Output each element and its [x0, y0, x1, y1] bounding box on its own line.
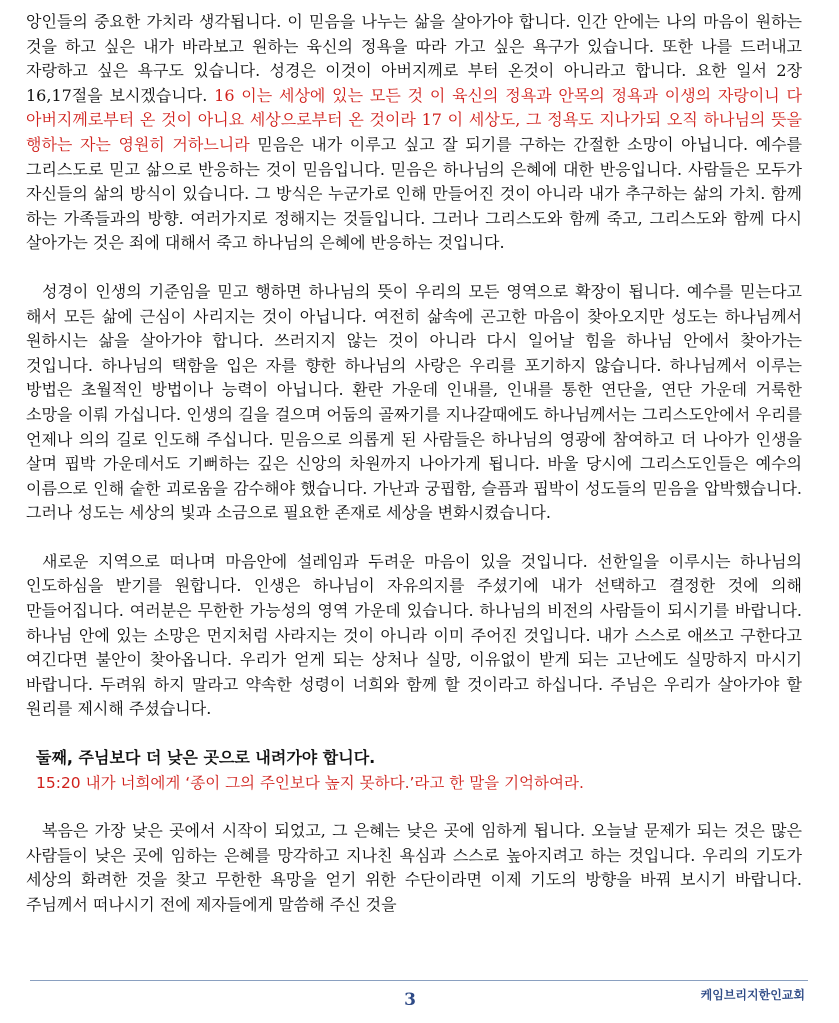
paragraph-3: 새로운 지역으로 떠나며 마음안에 설레임과 두려운 마음이 있을 것입니다. 선한일을 이루시는 하나님의 인도하심을 받기를 원합니다. 인생은 하나님이 자유의지를 주셨기에 내가 선택하고 결정한 것에 의해 만들어집니다. 여러분은 무한한 가능성의 영역 가운데 있습니다. 하나님의 비전의 사람들이 되시기를 바랍니다. 하나님 안에 있는 소망은 먼지처럼 사라지는 것이 아니라 이미 주어진 것입니다. 내가 스스로 애쓰고 구한다고 여긴다면 불안이 찾아옵니다. 우리가 얻게 되는 상처나 실망, 이유없이 받게 되는 고난에도 실망하지 마시기 바랍니다. 두려워 하지 말라고 약속한 성령이 너희와 함께 할 것이라고 하십니다. 주님은 우리가 살아가야 할 원리를 제시해 주셨습니다.: [26, 551, 802, 719]
paragraph-4: 복음은 가장 낮은 곳에서 시작이 되었고, 그 은혜는 낮은 곳에 임하게 됩니다. 오늘날 문제가 되는 것은 많은 사람들이 낮은 곳에 임하는 은혜를 망각하고 지나친 욕심과 스스로 높아지려고 하는 것입니다. 우리의 기도가 세상의 화려한 것을 찾고 무한한 욕망을 얻기 위한 수단이라면 이제 기도의 방향을 바꿔 보시기 바랍니다. 주님께서 떠나시기 전에 제자들에게 말씀해 주신 것을: [26, 821, 802, 914]
page-content: [26, 10, 802, 918]
paragraph-1-text-b: 믿음은 내가 이루고 싶고 잘 되기를 구하는 간절한 소망이 아닙니다. 예수를 그리스도로 믿고 삶으로 반응하는 것이 믿음입니다. 믿음은 하나님의 은혜에 대한 반응입니다. 사람들은 모두가 자신들의 삶의 방식이 있습니다. 그 방식은 누군가로 인해 만들어진 것이 아니라 내가 추구하는 삶의 가치. 함께 하는 가족들과의 방향. 여러가지로 정해지는 것들입니다. 그러나 그리스도와 함께 죽고, 그리스도와 함께 다시 살아가는 것은 죄에 대해서 죽고 하나님의 은혜에 반응하는 것입니다.: [26, 134, 803, 253]
paragraph-1: [26, 10, 802, 256]
footer-divider: [30, 980, 808, 981]
section-heading: 둘째, 주님보다 더 낮은 곳으로 내려가야 합니다.: [36, 748, 376, 768]
scripture-quote-1john-2-16-17: 16 이는 세상에 있는 모든 것 이 육신의 정욕과 안목의 정욕과 이생의 자랑이니 다 아버지께로부터 온 것이 아니요 세상으로부터 온 것이라 17 이 세상도, 그 정욕도 지나가되 오직 하나님의 뜻을 행하는 자는 영원히 거하느니라: [26, 85, 802, 154]
page-number: 3: [404, 990, 416, 1010]
section-heading-block: [26, 746, 802, 795]
paragraph-1-text-a: 앙인들의 중요한 가치라 생각됩니다. 이 믿음을 나누는 삶을 살아가야 합니다. 인간 안에는 나의 마음이 원하는 것을 하고 싶은 내가 바라보고 원하는 육신의 정욕을 따라 가고 싶은 욕구가 있습니다. 또한 나를 드러내고 자랑하고 싶은 욕구도 있습니다. 성경은 이것이 아버지께로 부터 온것이 아니라고 합니다. 요한 일서 2장 16,17절을 보시겠습니다.: [26, 12, 802, 105]
scripture-quote-15-20: 15:20 내가 너희에게 ‘종이 그의 주인보다 높지 못하다.’라고 한 말을 기억하여라.: [36, 773, 584, 792]
paragraph-2: 성경이 인생의 기준임을 믿고 행하면 하나님의 뜻이 우리의 모든 영역으로 확장이 됩니다. 예수를 믿는다고 해서 모든 삶에 근심이 사리지는 것이 아닙니다. 여전히 삶속에 곤고한 마음이 찾아오지만 성도는 하나님께서 원하시는 삶을 살아가야 합니다. 쓰러지지 않는 것이 아니라 다시 일어날 힘을 하나님 안에서 찾아가는 것입니다. 하나님의 택함을 입은 자를 향한 하나님의 사랑은 우리를 포기하지 않습니다. 하나님께서 이루는 방법은 초월적인 방법이나 능력이 아닙니다. 환란 가운데 인내를, 인내를 통한 연단을, 연단 가운데 거룩한 소망을 이뤄 가십니다. 인생의 길을 걸으며 어둠의 골짜기를 지나갈때에도 하나님께서는 그리스도안에서 우리를 언제나 의의 길로 인도해 주십니다. 믿음으로 의롭게 된 사람들은 하나님의 영광에 참여하고 더 나아가 인생을 살며 핍박 가운데서도 기뻐하는 깊은 신앙의 차원까지 나아가게 됩니다. 바울 당시에 그리스도인들은 예수의 이름으로 인해 숱한 괴로움을 감수해야 했습니다. 가난과 궁핍함, 슬픔과 핍박이 성도들의 믿음을 압박했습니다. 그러나 성도는 세상의 빛과 소금으로 필요한 존재로 세상을 변화시켰습니다.: [26, 281, 802, 523]
footer-church-name: 케임브리지한인교회: [700, 988, 805, 1002]
